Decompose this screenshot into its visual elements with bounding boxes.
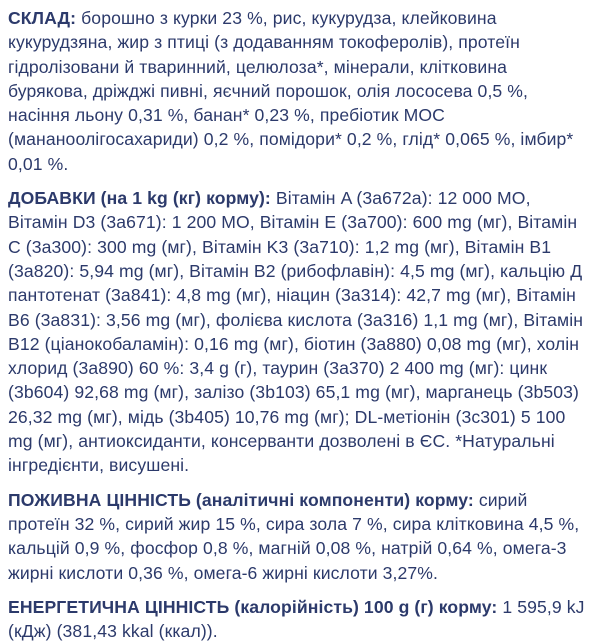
energy-value-text: 1 595,9 kJ (кДж) (381,43 kkal (ккал)). [8,596,585,642]
energy-value-section [8,595,588,643]
additives-text: Вітамін A (3a672a): 12 000 MO, Вітамін D3 (3a671): 1 200 MO, Вітамін E (3a700): 600 mg (мг), Вітамін C (3a300): 300 mg (мг), Вітамін K3 (3a710): 1,2 mg (мг), Вітамін B1 (3a820): 5,94 mg (мг), Вітамін B2 (рибофлавін): 4,5 mg (мг), кальцію Д пантотенат (3a841): 4,8 mg (мг), ніацин (3a314): 42,7 mg (мг), Вітамін B6 (3a831): 3,56 mg (мг), фолієва кислота (3a316) 1,1 mg (мг), Вітамін B12 (ціанокобаламін): 0,16 mg (мг), біотин (3a880) 0,08 mg (мг), холін хлорид (3a890) 60 %: 3,4 g (г), таурин (3a370) 2 400 mg (мг): цинк (3b604) 92,68 mg (мг), залізо (3b103) 65,1 mg (мг), марганець (3b503) 26,32 mg (мг), мідь (3b405) 10,76 mg (мг); DL-метіонін (3c301) 5 100 mg (мг), антиоксиданти, консерванти дозволені в ЄС. *Натуральні інгредієнти, висушені. [8,188,584,476]
nutritional-value-section [8,488,588,585]
nutritional-value-text: сирий протеїн 32 %, сирий жир 15 %, сира зола 7 %, сира клітковина 4,5 %, кальцій 0,9 %, фосфор 0,8 %, магній 0,08 %, натрій 0,64 %, омега-3 жирні кислоти 0,36 %, омега-6 жирні кислоти 3,27%. [8,489,580,583]
energy-value-heading: ЕНЕРГЕТИЧНА ЦІННІСТЬ (калорійність) 100 g (г) корму: [8,596,498,617]
composition-text: борошно з курки 23 %, рис, кукурудза, клейковина кукурудзяна, жир з птиці (з додаванням токоферолів), протеїн гідролізовани й тваринний, целюлоза*, мінерали, клітковина бурякова, дріжджі пивні, яєчний порошок, олія лососева 0,5 %, насіння льону 0,31 %, банан* 0,23 %, пребіотик MOC (мананоолігосахариди) 0,2 %, помідори* 0,2 %, глід* 0,065 %, імбир* 0,01 %. [8,8,574,174]
nutritional-value-heading: ПОЖИВНА ЦІННІСТЬ (аналітичні компоненти) корму: [8,489,474,510]
composition-heading: СКЛАД: [8,8,77,28]
additives-heading: ДОБАВКИ (на 1 kg (кг) корму): [8,188,271,209]
composition-section [8,6,588,176]
product-label-text [8,6,588,643]
additives-section [8,186,588,478]
